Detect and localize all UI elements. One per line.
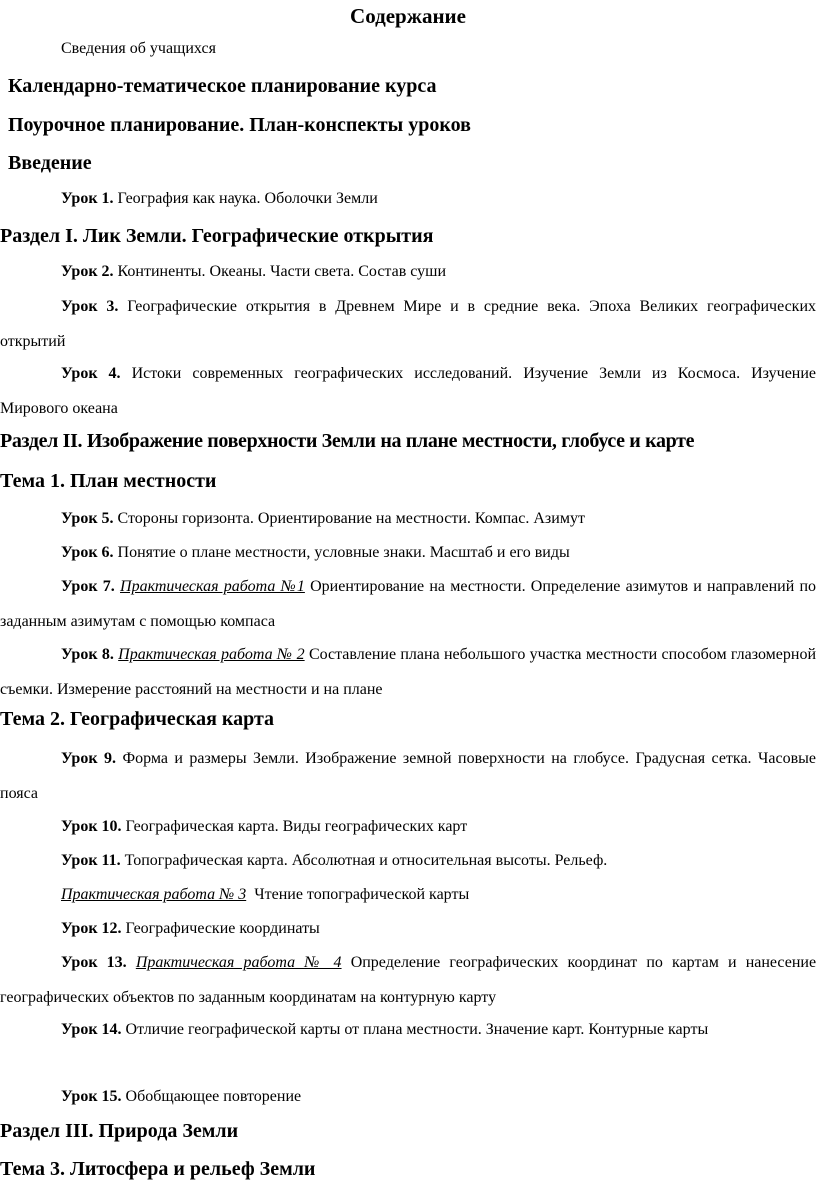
lesson-text: Географические координаты (125, 920, 320, 937)
lesson-label: Урок 6. (61, 544, 114, 561)
page-title: Содержание (350, 4, 466, 28)
lesson-label: Урок 4. (61, 365, 121, 382)
lesson-12 (0, 911, 816, 946)
lesson-5 (0, 501, 816, 536)
lesson-7 (0, 569, 816, 639)
section-1-heading: Раздел I. Лик Земли. Географические открытия (0, 225, 434, 247)
lesson-text: Определение географических координат по картам и нанесение географических объектов по заданным координатам на контурную карту (0, 954, 816, 1006)
lesson-8 (0, 637, 816, 707)
lesson-label: Урок 9. (61, 750, 116, 767)
lesson-text: Континенты. Океаны. Части света. Состав суши (117, 263, 447, 280)
lesson-text: География как наука. Оболочки Земли (117, 190, 378, 207)
topic-2-heading: Тема 2. Географическая карта (0, 708, 275, 730)
lesson-label: Урок 12. (61, 920, 122, 937)
lesson-text: Ориентирование на местности. Определение азимутов и направлений по заданным азимутам с помощью компаса (0, 578, 816, 630)
lesson-label: Урок 8. (61, 646, 114, 663)
lesson-label: Урок 1. (61, 190, 114, 207)
lesson-text: Форма и размеры Земли. Изображение земной поверхности на глобусе. Градусная сетка. Часовые пояса (0, 750, 816, 802)
lesson-2 (0, 254, 816, 289)
practical-work-link[interactable]: Практическая работа № 2 (118, 646, 305, 663)
lesson-text: Понятие о плане местности, условные знаки. Масштаб и его виды (117, 544, 570, 561)
lesson-1 (0, 181, 816, 216)
lesson-label: Урок 7. (61, 578, 115, 595)
topic-1-heading: Тема 1. План местности (0, 470, 217, 492)
practical-work-link[interactable]: Практическая работа № 3 (61, 886, 247, 903)
lesson-label: Урок 14. (61, 1021, 122, 1038)
lesson-13 (0, 945, 816, 1015)
lesson-label: Урок 3. (61, 298, 119, 315)
lesson-6 (0, 535, 816, 570)
lesson-text: Стороны горизонта. Ориентирование на местности. Компас. Азимут (117, 510, 585, 527)
lesson-9 (0, 741, 816, 811)
lesson-text: Чтение топографической карты (254, 886, 470, 903)
lesson-11 (0, 843, 816, 878)
lesson-label: Урок 2. (61, 263, 114, 280)
lesson-label: Урок 13. (61, 954, 127, 971)
lesson-text: Топографическая карта. Абсолютная и относительная высоты. Рельеф. (124, 852, 608, 869)
toc-heading-intro: Введение (8, 152, 92, 174)
lesson-text: Обобщающее повторение (125, 1088, 302, 1105)
lesson-text: Географическая карта. Виды географических карт (125, 818, 468, 835)
toc-heading-planning: Календарно-тематическое планирование курса (8, 75, 437, 97)
lesson-3 (0, 289, 816, 359)
intro-line: Сведения об учащихся (61, 40, 216, 57)
lesson-10 (0, 809, 816, 844)
lesson-4 (0, 356, 816, 426)
toc-heading-lessons: Поурочное планирование. План-конспекты уроков (8, 114, 471, 136)
lesson-text: Отличие географической карты от плана местности. Значение карт. Контурные карты (125, 1021, 709, 1038)
topic-3-heading: Тема 3. Литосфера и рельеф Земли (0, 1158, 316, 1180)
lesson-15 (0, 1079, 816, 1114)
lesson-text: Составление плана небольшого участка местности способом глазомерной съемки. Измерение расстояний на местности и на плане (0, 646, 816, 698)
lesson-label: Урок 11. (61, 852, 121, 869)
lesson-label: Урок 10. (61, 818, 122, 835)
practical-work-link[interactable]: Практическая работа № 4 (135, 954, 342, 971)
lesson-label: Урок 5. (61, 510, 114, 527)
lesson-label: Урок 15. (61, 1088, 122, 1105)
section-3-heading: Раздел III. Природа Земли (0, 1120, 239, 1142)
section-2-heading: Раздел II. Изображение поверхности Земли на плане местности, глобусе и карте (0, 430, 695, 452)
lesson-text: Истоки современных географических исследований. Изучение Земли из Космоса. Изучение Мирового океана (0, 365, 816, 417)
practical-work-link[interactable]: Практическая работа №1 (120, 578, 305, 595)
practical-work-3 (0, 877, 816, 912)
lesson-14 (0, 1012, 816, 1047)
lesson-text: Географические открытия в Древнем Мире и в средние века. Эпоха Великих географических открытий (0, 298, 816, 350)
